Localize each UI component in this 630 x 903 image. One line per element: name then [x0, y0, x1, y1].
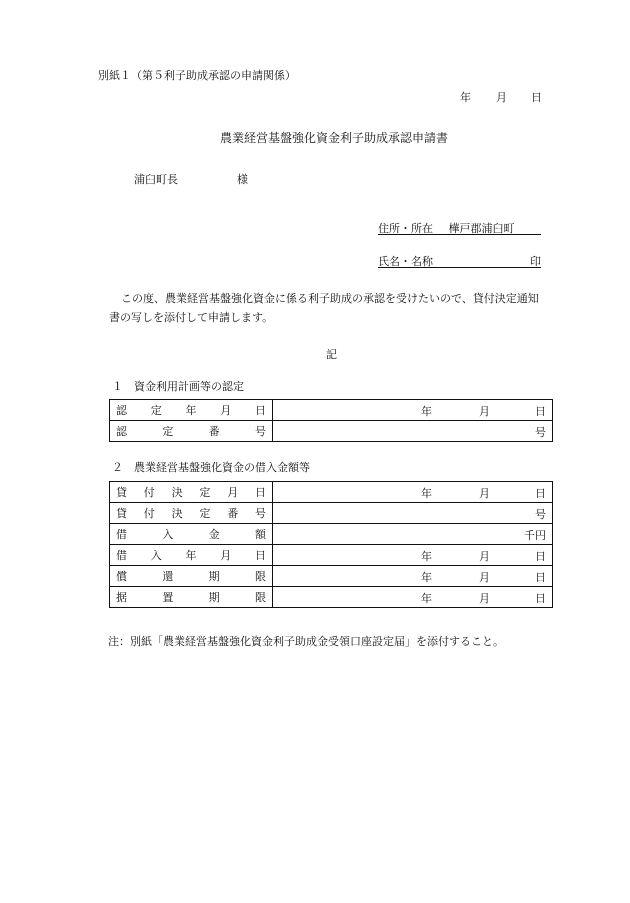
section2-table: [109, 481, 553, 608]
section1-table: [109, 399, 553, 442]
table-row: [110, 482, 553, 503]
row-label-certification-number: 認 定 番 号: [110, 421, 273, 442]
table-row: [110, 421, 553, 442]
certification-number-field[interactable]: 号: [273, 421, 553, 442]
row-label-grace-deadline: 据 置 期 限: [110, 587, 273, 608]
table-row: [110, 587, 553, 608]
attachment-label: 別紙１（第５利子助成承認の申請関係）: [98, 69, 296, 82]
body-text-line-1: この度、農業経営基盤強化資金に係る利子助成の承認を受けたいので、貸付決定通知: [121, 292, 539, 305]
loan-decision-number-field[interactable]: 号: [273, 503, 553, 524]
table-row: [110, 400, 553, 421]
footnote: 注：別紙「農業経営基盤強化資金利子助成金受領口座設定届」を添付すること。: [108, 635, 504, 648]
borrowing-date-field[interactable]: 年 月 日: [273, 545, 553, 566]
address-line[interactable]: [378, 220, 541, 235]
certification-date-field[interactable]: 年 月 日: [273, 400, 553, 421]
ki-heading: 記: [326, 348, 337, 361]
addressee-name: 浦臼町長: [134, 173, 178, 186]
repayment-deadline-field[interactable]: 年 月 日: [273, 566, 553, 587]
date-year-label: 年: [460, 91, 471, 104]
borrowed-amount-field[interactable]: 千円: [273, 524, 553, 545]
body-text-line-2: 書の写しを添付して申請します。: [109, 311, 274, 324]
row-label-repayment-deadline: 償 還 期 限: [110, 566, 273, 587]
grace-deadline-field[interactable]: 年 月 日: [273, 587, 553, 608]
row-label-loan-decision-date: 貸 付 決 定 月 日: [110, 482, 273, 503]
name-label: 氏名・名称: [378, 255, 433, 268]
table-row: [110, 503, 553, 524]
row-label-loan-decision-number: 貸 付 決 定 番 号: [110, 503, 273, 524]
address-value: 樺戸郡浦臼町: [448, 222, 515, 235]
date-day-label: 日: [531, 91, 542, 104]
addressee-honorific: 様: [237, 173, 248, 186]
table-row: [110, 545, 553, 566]
name-line[interactable]: [378, 253, 541, 268]
table-row: [110, 524, 553, 545]
row-label-borrowing-date: 借 入 年 月 日: [110, 545, 273, 566]
date-month-label: 月: [496, 91, 507, 104]
loan-decision-date-field[interactable]: 年 月 日: [273, 482, 553, 503]
section2-heading: ２ 農業経営基盤強化資金の借入金額等: [112, 461, 310, 474]
section1-heading: １ 資金利用計画等の認定: [112, 380, 244, 393]
address-label: 住所・所在: [378, 222, 433, 235]
document-title: 農業経営基盤強化資金利子助成承認申請書: [220, 131, 449, 145]
seal-mark: 印: [530, 255, 541, 268]
row-label-certification-date: 認 定 年 月 日: [110, 400, 273, 421]
table-row: [110, 566, 553, 587]
row-label-borrowed-amount: 借 入 金 額: [110, 524, 273, 545]
